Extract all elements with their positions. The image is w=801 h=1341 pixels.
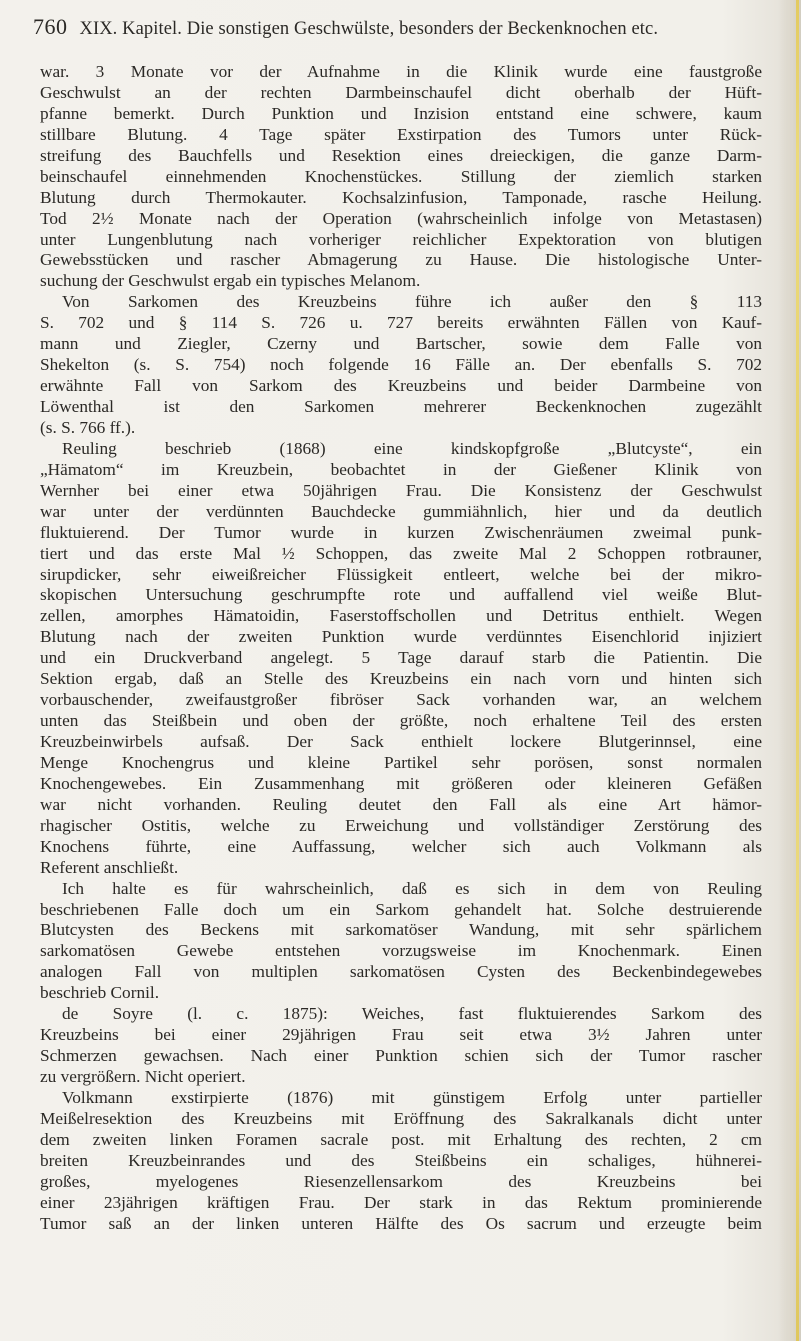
text-line: mann und Ziegler, Czerny und Bartscher, sowie dem Falle von: [40, 334, 762, 354]
text-line: war nicht vorhanden. Reuling deutet den Fall als eine Art hämor-: [40, 794, 762, 814]
text-line: Ich halte es für wahrscheinlich, daß es sich in dem von Reuling: [62, 878, 762, 898]
text-line: S. 702 und § 114 S. 726 u. 727 bereits erwähnten Fällen von Kauf-: [40, 313, 762, 333]
text-line: breiten Kreuzbeinrandes und des Steißbeins ein schaliges, hühnerei-: [40, 1150, 762, 1170]
running-head: XIX. Kapitel. Die sonstigen Geschwülste, besonders der Beckenknochen etc.: [79, 19, 659, 39]
text-line: Blutung durch Thermokauter. Kochsalzinfusion, Tamponade, rasche Heilung.: [40, 187, 762, 207]
text-line: dem zweiten linken Foramen sacrale post. mit Erhaltung des rechten, 2 cm: [40, 1129, 762, 1149]
text-line: Blutcysten des Beckens mit sarkomatöser Wandung, mit sehr spärlichem: [40, 920, 762, 940]
text-line: zellen, amorphes Hämatoidin, Faserstoffschollen und Detritus enthielt. Wegen: [40, 606, 762, 626]
text-line: Schmerzen gewachsen. Nach einer Punktion schien sich der Tumor rascher: [40, 1046, 762, 1066]
text-line: unter Lungenblutung nach vorheriger reichlicher Expektoration von blutigen: [40, 229, 762, 249]
text-line: sarkomatösen Gewebe entstehen vorzugsweise im Knochenmark. Einen: [40, 941, 762, 961]
text-line: vorbauschender, zweifaustgroßer fibröser Sack vorhanden war, an welchem: [40, 690, 762, 710]
text-line: großes, myelogenes Riesenzellensarkom des Kreuzbeins bei: [40, 1171, 762, 1191]
text-line: unten das Steißbein und oben der größte, noch erhaltene Teil des ersten: [40, 711, 762, 731]
text-line: Shekelton (s. S. 754) noch folgende 16 Fälle an. Der ebenfalls S. 702: [40, 355, 762, 375]
text-line: fluktuierend. Der Tumor wurde in kurzen Zwischenräumen zweimal punk-: [40, 522, 762, 542]
text-line: Knochens führte, eine Auffassung, welcher sich auch Volkmann als: [40, 836, 762, 856]
text-line: Knochengewebes. Ein Zusammenhang mit größeren oder kleineren Gefäßen: [40, 773, 762, 793]
text-line: Kreuzbeins bei einer 29jährigen Frau seit etwa 3½ Jahren unter: [40, 1025, 762, 1045]
text-line: rhagischer Ostitis, welche zu Erweichung und vollständiger Zerstörung des: [40, 815, 762, 835]
text-line: beschrieb Cornil.: [40, 983, 160, 1003]
page-header: [33, 14, 753, 44]
text-line: Tod 2½ Monate nach der Operation (wahrscheinlich infolge von Metastasen): [40, 208, 762, 228]
text-line: und ein Druckverband angelegt. 5 Tage darauf starb die Patientin. Die: [40, 648, 762, 668]
text-line: skopischen Untersuchung geschrumpfte rote und auffallend viel weiße Blut-: [40, 585, 762, 605]
text-line: Reuling beschrieb (1868) eine kindskopfgroße „Blutcyste“, ein: [62, 438, 762, 458]
text-line: Referent anschließt.: [40, 857, 179, 877]
text-line: tiert und das erste Mal ½ Schoppen, das zweite Mal 2 Schoppen rotbrauner,: [40, 543, 762, 563]
text-line: streifung des Bauchfells und Resektion eines dreieckigen, die ganze Darm-: [40, 145, 762, 165]
text-line: sirupdicker, sehr eiweißreicher Flüssigkeit entleert, welche bei der mikro-: [40, 564, 762, 584]
text-line: Menge Knochengrus und kleine Partikel sehr porösen, sonst normalen: [40, 752, 762, 772]
text-line: war. 3 Monate vor der Aufnahme in die Klinik wurde eine faustgroße: [40, 62, 762, 81]
text-line: beinschaufel einnehmenden Knochenstückes. Stillung der ziemlich starken: [40, 166, 762, 186]
text-line: Sektion ergab, daß an Stelle des Kreuzbeins ein nach vorn und hinten sich: [40, 669, 762, 689]
text-line: (s. S. 766 ff.).: [40, 417, 136, 437]
text-line: stillbare Blutung. 4 Tage später Exstirpation des Tumors unter Rück-: [40, 124, 762, 144]
text-line: war unter der verdünnten Bauchdecke gummiähnlich, hier und da deutlich: [40, 501, 762, 521]
text-line: Tumor saß an der linken unteren Hälfte des Os sacrum und erzeugte beim: [40, 1213, 762, 1233]
text-line: Meißelresektion des Kreuzbeins mit Eröffnung des Sakralkanals dicht unter: [40, 1108, 762, 1128]
text-line: Geschwulst an der rechten Darmbeinschaufel dicht oberhalb der Hüft-: [40, 82, 762, 102]
text-line: Von Sarkomen des Kreuzbeins führe ich außer den § 113: [62, 292, 762, 312]
text-line: Wernher bei einer etwa 50jährigen Frau. Die Konsistenz der Geschwulst: [40, 480, 762, 500]
text-line: de Soyre (l. c. 1875): Weiches, fast fluktuierendes Sarkom des: [62, 1004, 762, 1024]
text-line: erwähnte Fall von Sarkom des Kreuzbeins und beider Darmbeine von: [40, 376, 762, 396]
text-line: analogen Fall von multiplen sarkomatösen Cysten des Beckenbindegewebes: [40, 962, 762, 982]
text-line: „Hämatom“ im Kreuzbein, beobachtet in der Gießener Klinik von: [40, 459, 762, 479]
text-line: suchung der Geschwulst ergab ein typisches Melanom.: [40, 271, 421, 291]
page-edge-strip: [796, 0, 799, 1341]
text-line: Löwenthal ist den Sarkomen mehrerer Beckenknochen zugezählt: [40, 397, 762, 416]
body-text: [40, 62, 762, 1235]
text-line: pfanne bemerkt. Durch Punktion und Inzision entstand eine schwere, kaum: [40, 103, 762, 123]
text-line: Volkmann exstirpierte (1876) mit günstigem Erfolg unter partieller: [62, 1087, 762, 1107]
text-line: Kreuzbeinwirbels aufsaß. Der Sack enthielt lockere Blutgerinnsel, eine: [40, 732, 762, 751]
page-number: 760: [33, 14, 68, 39]
text-line: einer 23jährigen kräftigen Frau. Der stark in das Rektum prominierende: [40, 1192, 762, 1212]
text-line: beschriebenen Falle doch um ein Sarkom gehandelt hat. Solche destruierende: [40, 899, 762, 919]
text-line: Blutung nach der zweiten Punktion wurde verdünntes Eisenchlorid injiziert: [40, 627, 762, 647]
text-line: Gewebsstücken und rascher Abmagerung zu Hause. Die histologische Unter-: [40, 250, 762, 270]
text-line: zu vergrößern. Nicht operiert.: [40, 1067, 246, 1086]
